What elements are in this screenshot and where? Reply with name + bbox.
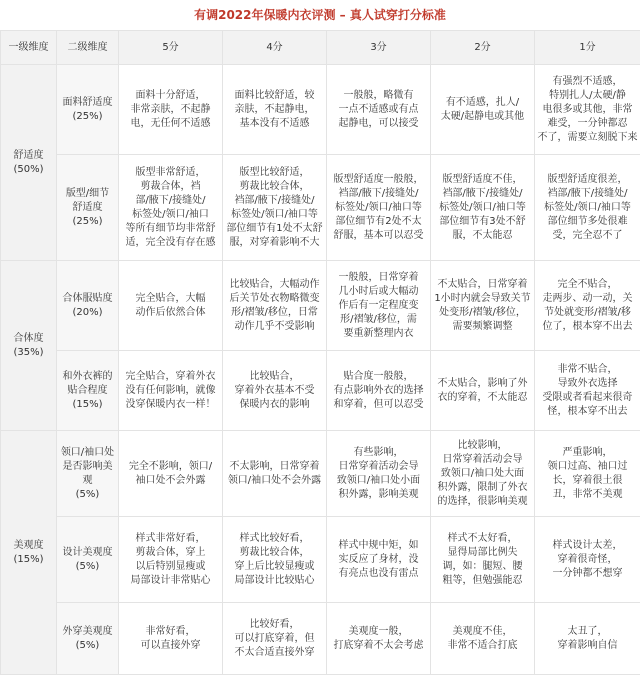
score-cell: 比较贴合， 穿着外衣基本不受 保暖内衣的影响 (223, 351, 327, 431)
score-cell: 版型舒适度很差， 裆部/腋下/接缝处/ 标签处/领口/袖口等 部位细节多处很难 受，完全忍不了 (535, 155, 640, 261)
score-cell: 美观度一般， 打底穿着不太会考虑 (327, 603, 431, 675)
score-cell: 样式非常好看， 剪裁合体，穿上 以后特别显瘦或 局部设计非常贴心 (119, 517, 223, 603)
score-cell: 版型比较舒适， 剪裁比较合体， 裆部/腋下/接缝处/ 标签处/领口/袖口等 部位细节有1处不太舒 服，对穿着影响不大 (223, 155, 327, 261)
table-row (1, 431, 640, 517)
header-cell: 3分 (327, 31, 431, 65)
level2-dimension: 外穿美观度 (5%) (57, 603, 119, 675)
score-cell: 样式中规中矩，如 实反应了身材，没 有亮点也没有雷点 (327, 517, 431, 603)
score-cell: 完全不贴合， 走两步、动一动，关 节处就变形/褶皱/移 位了，根本穿不出去 (535, 261, 640, 351)
score-cell: 不太影响，日常穿着 领口/袖口处不会外露 (223, 431, 327, 517)
level1-fit: 合体度 (35%) (1, 261, 57, 431)
page-title: 有调2022年保暖内衣评测 – 真人试穿打分标准 (194, 8, 446, 22)
score-cell: 不太贴合，日常穿着 1小时内就会导致关节 处变形/褶皱/移位， 需要频繁调整 (431, 261, 535, 351)
header-cell: 一级维度 (1, 31, 57, 65)
score-cell: 非常好看， 可以直接外穿 (119, 603, 223, 675)
level1-appearance: 美观度 (15%) (1, 431, 57, 675)
score-cell: 完全贴合，穿着外衣 没有任何影响，就像 没穿保暖内衣一样！ (119, 351, 223, 431)
score-cell: 面料比较舒适，较 亲肤，不起静电， 基本没有不适感 (223, 65, 327, 155)
level1-comfort: 舒适度 (50%) (1, 65, 57, 261)
score-cell: 严重影响， 领口过高、袖口过 长，穿着很土很 丑，非常不美观 (535, 431, 640, 517)
header-cell: 4分 (223, 31, 327, 65)
table-row (1, 517, 640, 603)
score-cell: 有强烈不适感， 特别扎人/太硬/静 电很多或其他，非常 难受，一分钟都忍 不了，需要立刻脱下来 (535, 65, 640, 155)
score-cell: 一般般，日常穿着 几小时后或大幅动 作后有一定程度变 形/褶皱/移位，需 要重新整理内衣 (327, 261, 431, 351)
score-cell: 不太贴合，影响了外 衣的穿着，不太能忍 (431, 351, 535, 431)
header-cell: 1分 (535, 31, 640, 65)
score-cell: 非常不贴合， 导致外衣选择 受限或者看起来很奇 怪，根本穿不出去 (535, 351, 640, 431)
score-cell: 比较影响， 日常穿着活动会导 致领口/袖口处大面 积外露，限制了外衣 的选择，很影响美观 (431, 431, 535, 517)
table-row (1, 65, 640, 155)
score-cell: 完全不影响，领口/ 袖口处不会外露 (119, 431, 223, 517)
score-cell: 一般般，略微有 一点不适感或有点 起静电，可以接受 (327, 65, 431, 155)
score-cell: 面料十分舒适， 非常亲肤，不起静 电，无任何不适感 (119, 65, 223, 155)
level2-dimension: 和外衣裤的 贴合程度 (15%) (57, 351, 119, 431)
score-cell: 完全贴合，大幅 动作后依然合体 (119, 261, 223, 351)
table-row (1, 351, 640, 431)
score-cell: 版型舒适度一般般， 裆部/腋下/接缝处/ 标签处/领口/袖口等 部位细节有2处不太 舒服，基本可以忍受 (327, 155, 431, 261)
score-cell: 比较贴合，大幅动作 后关节处衣物略微变 形/褶皱/移位，日常 动作几乎不受影响 (223, 261, 327, 351)
scoring-table (0, 30, 640, 675)
table-row (1, 261, 640, 351)
header-cell: 5分 (119, 31, 223, 65)
score-cell: 有些影响， 日常穿着活动会导 致领口/袖口处小面 积外露，影响美观 (327, 431, 431, 517)
header-row (1, 31, 640, 65)
level2-dimension: 领口/袖口处 是否影响美观 (5%) (57, 431, 119, 517)
score-cell: 版型非常舒适， 剪裁合体，裆 部/腋下/接缝处/ 标签处/领口/袖口 等所有细节均非常舒 适，完全没有存在感 (119, 155, 223, 261)
score-cell: 美观度不佳， 非常不适合打底 (431, 603, 535, 675)
score-cell: 样式不太好看， 显得局部比例失 调，如：腿短、腰 粗等，但勉强能忍 (431, 517, 535, 603)
score-cell: 比较好看， 可以打底穿着，但 不太合适直接外穿 (223, 603, 327, 675)
score-cell: 版型舒适度不佳， 裆部/腋下/接缝处/ 标签处/领口/袖口等 部位细节有3处不舒 服，不太能忍 (431, 155, 535, 261)
score-cell: 样式比较好看， 剪裁比较合体， 穿上后比较显瘦或 局部设计比较贴心 (223, 517, 327, 603)
level2-dimension: 合体服贴度 (20%) (57, 261, 119, 351)
table-row (1, 155, 640, 261)
level2-dimension: 面料舒适度 (25%) (57, 65, 119, 155)
score-cell: 样式设计太差， 穿着很奇怪， 一分钟都不想穿 (535, 517, 640, 603)
score-cell: 太丑了， 穿着影响自信 (535, 603, 640, 675)
level2-dimension: 设计美观度 (5%) (57, 517, 119, 603)
header-cell: 二级维度 (57, 31, 119, 65)
level2-dimension: 版型/细节 舒适度 (25%) (57, 155, 119, 261)
table-row (1, 603, 640, 675)
score-cell: 有不适感，扎人/ 太硬/起静电或其他 (431, 65, 535, 155)
score-cell: 贴合度一般般， 有点影响外衣的选择 和穿着，但可以忍受 (327, 351, 431, 431)
header-cell: 2分 (431, 31, 535, 65)
